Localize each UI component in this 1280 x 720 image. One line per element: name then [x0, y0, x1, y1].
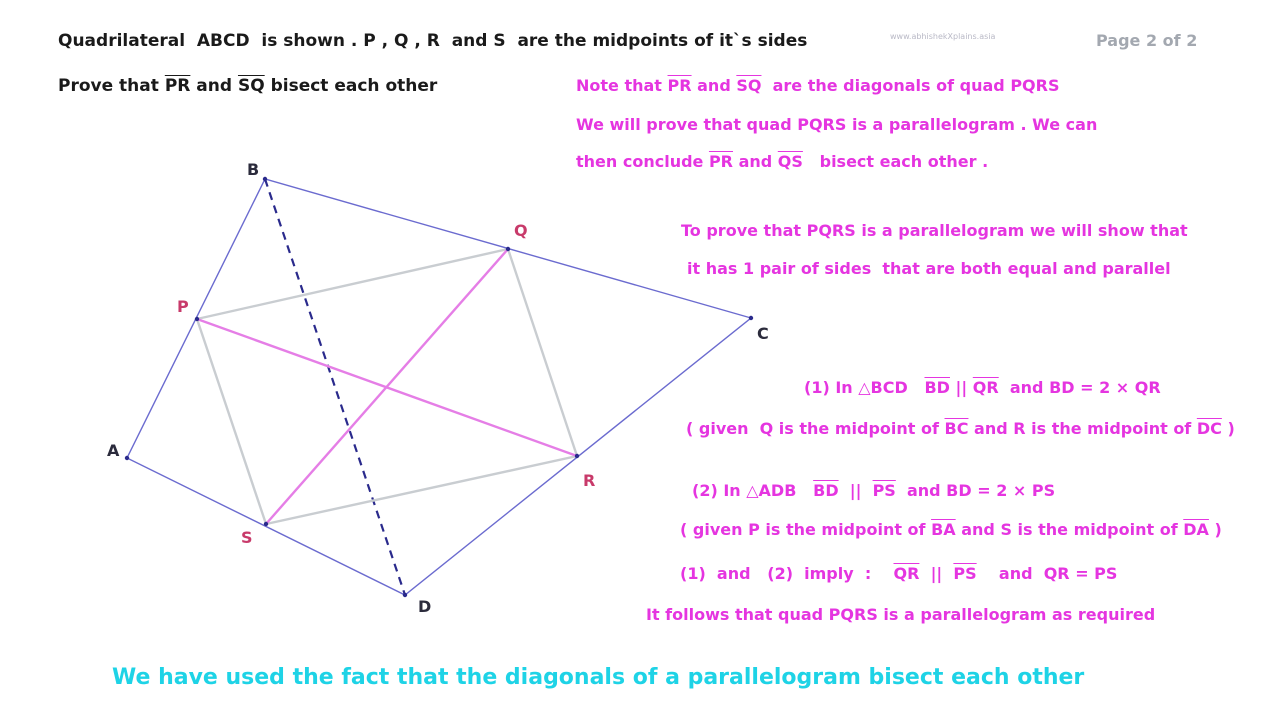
step-2-text-c: and BD = 2 × PS [895, 481, 1056, 500]
step-2-segment-ps: $\overline{PS}$ [872, 481, 896, 500]
label-r: R [583, 471, 596, 490]
reason-1-segment-dc: $\overline{DC}$ [1196, 419, 1222, 438]
prove-mid: and [190, 76, 238, 96]
reason-1-text-c: ) [1221, 419, 1235, 438]
conclusion: It follows that quad PQRS is a parallelogram as required [646, 605, 1156, 624]
note-1-text-c: are the diagonals of quad PQRS [761, 76, 1060, 95]
imply-text-c: and QR = PS [976, 564, 1118, 583]
note-1-segment-sq: $\overline{SQ}$ [736, 76, 762, 95]
imply-segment-qr: $\overline{QR}$ [893, 564, 920, 583]
label-p: P [177, 297, 189, 316]
step-2-text-b: || [838, 481, 873, 500]
dot-c [749, 316, 753, 320]
label-q: Q [514, 221, 528, 240]
note-line-2: We will prove that quad PQRS is a parallelogram . We can [576, 115, 1098, 134]
note-3-text-b: and [733, 152, 778, 171]
dot-p [195, 317, 199, 321]
header-title: Quadrilateral ABCD is shown . P , Q , R and S are the midpoints of it`s sides [58, 31, 808, 51]
reason-2-segment-da: $\overline{DA}$ [1183, 520, 1209, 539]
page-indicator: Page 2 of 2 [1096, 31, 1198, 50]
reason-1-text-a: ( given Q is the midpoint of [686, 419, 945, 438]
label-b: B [247, 160, 260, 179]
dot-a [125, 456, 129, 460]
watermark: www.abhishekXplains.asia [890, 32, 996, 41]
dot-b [263, 177, 267, 181]
step-1-segment-bd: $\overline{BD}$ [924, 378, 950, 397]
reason-2-text-c: ) [1208, 520, 1222, 539]
step-2-text-a: (2) In △ADB [692, 481, 814, 500]
imply-text-a: (1) and (2) imply : [680, 564, 894, 583]
segment-sq: $\overline{SQ}$ [237, 76, 265, 96]
step-1-segment-qr: $\overline{QR}$ [972, 378, 999, 397]
step-2-segment-bd: $\overline{BD}$ [813, 481, 839, 500]
label-c: C [757, 324, 769, 343]
label-a: A [107, 441, 120, 460]
note-3-segment-pr: $\overline{PR}$ [708, 152, 733, 171]
note-3-text-a: then conclude [576, 152, 709, 171]
reason-2-text-a: ( given P is the midpoint of [680, 520, 932, 539]
imply-text-b: || [919, 564, 954, 583]
reason-1-text-b: and R is the midpoint of [968, 419, 1197, 438]
note-1-text-b: and [691, 76, 737, 95]
reason-2-text-b: and S is the midpoint of [955, 520, 1184, 539]
label-d: D [418, 597, 432, 616]
imply-segment-ps: $\overline{PS}$ [953, 564, 977, 583]
dot-d [403, 593, 407, 597]
label-s: S [241, 528, 253, 547]
step-1-text-b: || [949, 378, 973, 397]
dot-q [506, 247, 510, 251]
step-1-text-a: (1) In △BCD [804, 378, 925, 397]
note-line-4: To prove that PQRS is a parallelogram we will show that [681, 221, 1188, 240]
reason-1-segment-bc: $\overline{BC}$ [944, 419, 969, 438]
note-3-text-c: bisect each other . [802, 152, 989, 171]
note-line-5: it has 1 pair of sides that are both equal and parallel [687, 259, 1171, 278]
footer-fact: We have used the fact that the diagonals of a parallelogram bisect each other [112, 665, 1085, 690]
dot-s [264, 522, 268, 526]
note-3-segment-qs: $\overline{QS}$ [777, 152, 803, 171]
step-1-text-c: and BD = 2 × QR [998, 378, 1161, 397]
note-1-text-a: Note that [576, 76, 668, 95]
dot-r [575, 454, 579, 458]
prove-suffix: bisect each other [264, 76, 438, 96]
prove-prefix: Prove that [58, 76, 165, 96]
note-1-segment-pr: $\overline{PR}$ [667, 76, 692, 95]
segment-pr: $\overline{PR}$ [164, 76, 191, 96]
reason-2-segment-ba: $\overline{BA}$ [931, 520, 956, 539]
